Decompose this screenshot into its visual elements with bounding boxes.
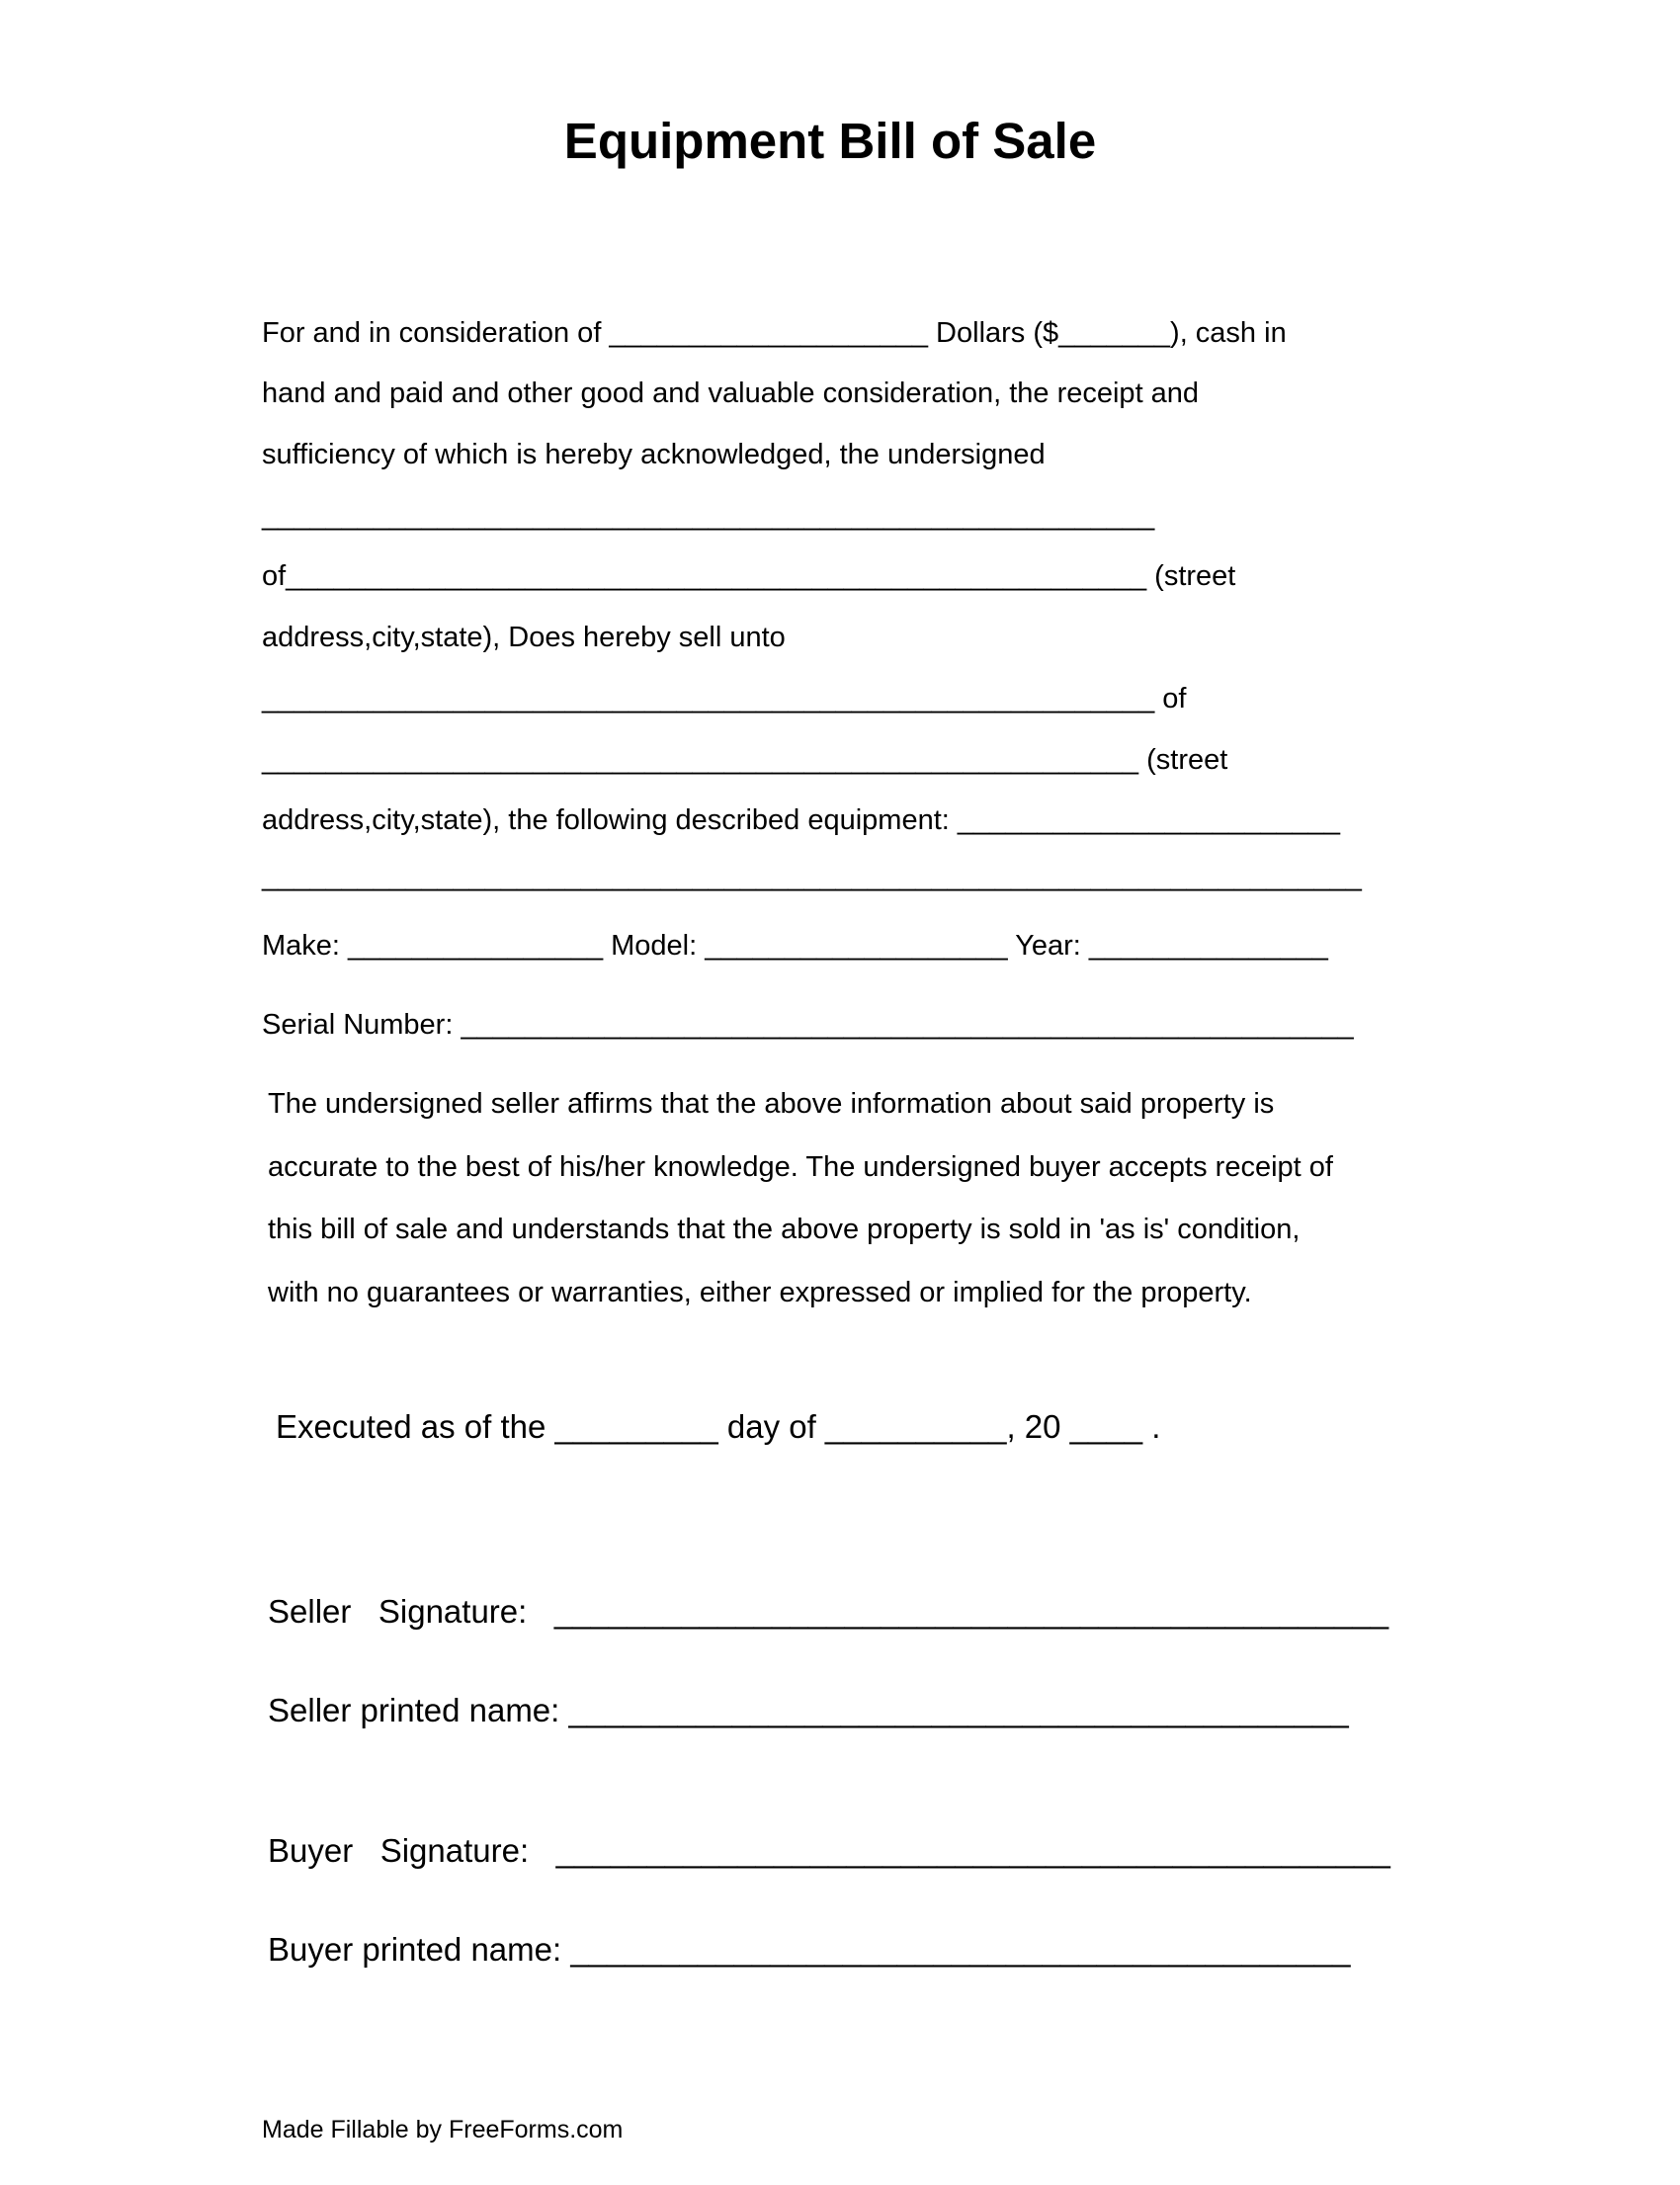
seller-signature-field[interactable]: Seller Signature: ______________________________________________ [268,1593,1389,1630]
consideration-line-1: For and in consideration of ____________________ Dollars ($_______), cash in [262,317,1287,349]
consideration-line-3: sufficiency of which is hereby acknowledged, the undersigned [262,439,1046,470]
consideration-line-2: hand and paid and other good and valuable consideration, the receipt and [262,378,1200,409]
affirmation-line-2: accurate to the best of his/her knowledge. The undersigned buyer accepts receipt of [268,1151,1333,1183]
buyer-address-field[interactable]: _______________________________________________________ (street [262,744,1228,776]
seller-printed-name-field[interactable]: Seller printed name: ___________________________________________ [268,1692,1349,1728]
seller-address-field[interactable]: of______________________________________________________ (street [262,560,1236,592]
affirmation-line-1: The undersigned seller affirms that the above information about said property is [268,1088,1275,1120]
execution-date-field[interactable]: Executed as of the _________ day of __________, 20 ____ . [276,1408,1161,1445]
equipment-description-field-2[interactable]: _____________________________________________________________________ [262,861,1362,892]
buyer-signature-field[interactable]: Buyer Signature: ______________________________________________ [268,1832,1390,1869]
footer-credit: Made Fillable by FreeForms.com [262,2116,624,2143]
buyer-printed-name-field[interactable]: Buyer printed name: ___________________________________________ [268,1931,1351,1968]
affirmation-line-3: this bill of sale and understands that the above property is sold in 'as is' condition, [268,1214,1301,1245]
consideration-line-6: address,city,state), Does hereby sell unto [262,622,786,653]
document-title: Equipment Bill of Sale [563,113,1097,169]
serial-number-field[interactable]: Serial Number: ________________________________________________________ [262,1009,1354,1041]
buyer-name-field[interactable]: ________________________________________________________ of [262,683,1187,714]
equipment-description-field[interactable]: address,city,state), the following described equipment: ________________________ [262,804,1340,836]
affirmation-line-4: with no guarantees or warranties, either expressed or implied for the property. [268,1277,1252,1308]
seller-name-field[interactable]: ________________________________________________________ [262,500,1155,532]
make-model-year-fields[interactable]: Make: ________________ Model: ___________________ Year: _______________ [262,930,1328,962]
